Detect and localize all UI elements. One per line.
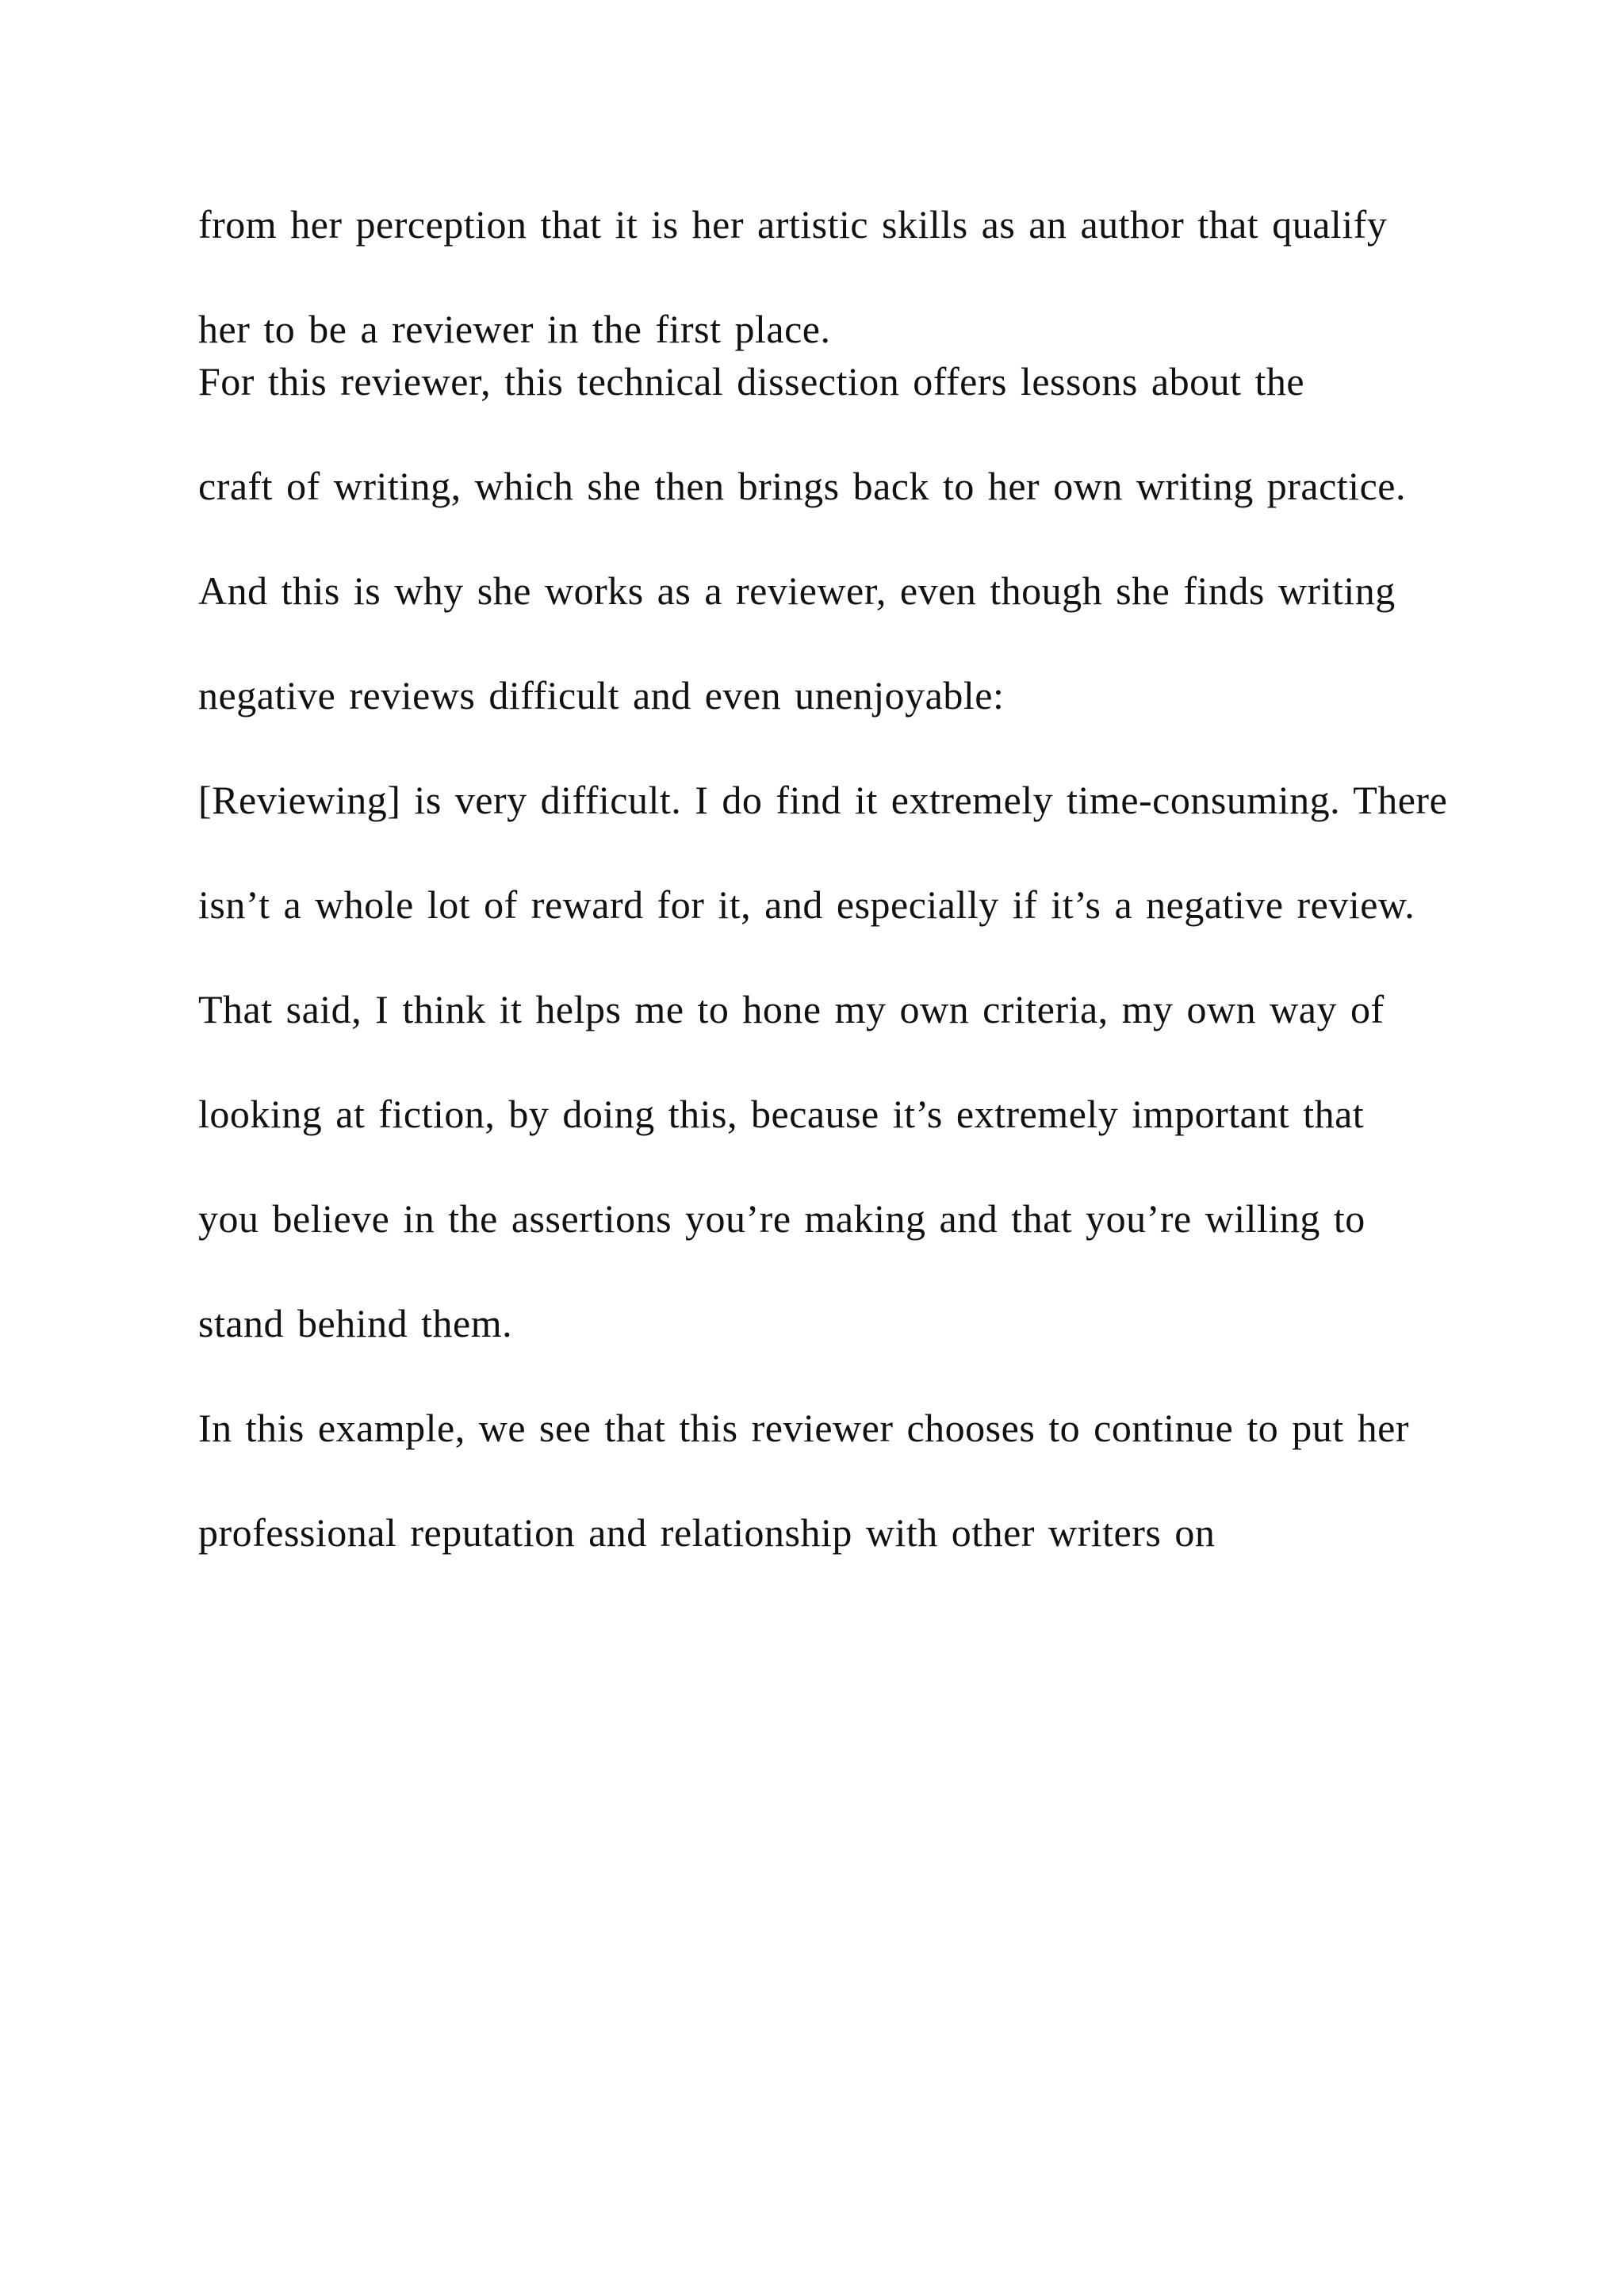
paragraph-9: That said, I think it helps me to hone my own criteria, my own way of (198, 987, 1385, 1031)
paragraph-10: looking at fiction, by doing this, because it’s extremely important that (198, 1092, 1365, 1136)
paragraph-1: from her perception that it is her artistic skills as an author that qualify (198, 202, 1388, 247)
paragraph-3: For this reviewer, this technical dissection offers lessons about the (198, 359, 1305, 404)
paragraph-12: stand behind them. (198, 1301, 513, 1345)
paragraph-11: you believe in the assertions you’re making and that you’re willing to (198, 1196, 1365, 1241)
paragraph-2: her to be a reviewer in the first place. (198, 307, 831, 351)
paragraph-6: negative reviews difficult and even unenjoyable: (198, 673, 1005, 718)
paragraph-5: And this is why she works as a reviewer, even though she finds writing (198, 568, 1396, 613)
paragraph-8: isn’t a whole lot of reward for it, and especially if it’s a negative review. (198, 882, 1415, 927)
paragraph-7: [Reviewing] is very difficult. I do find it extremely time-consuming. There (198, 778, 1448, 822)
body-text (198, 198, 1451, 1559)
paragraph-14: professional reputation and relationship with other writers on (198, 1510, 1216, 1555)
paragraph-13: In this example, we see that this reviewer chooses to continue to put her (198, 1406, 1409, 1450)
paragraph-4: craft of writing, which she then brings back to her own writing practice. (198, 464, 1406, 508)
